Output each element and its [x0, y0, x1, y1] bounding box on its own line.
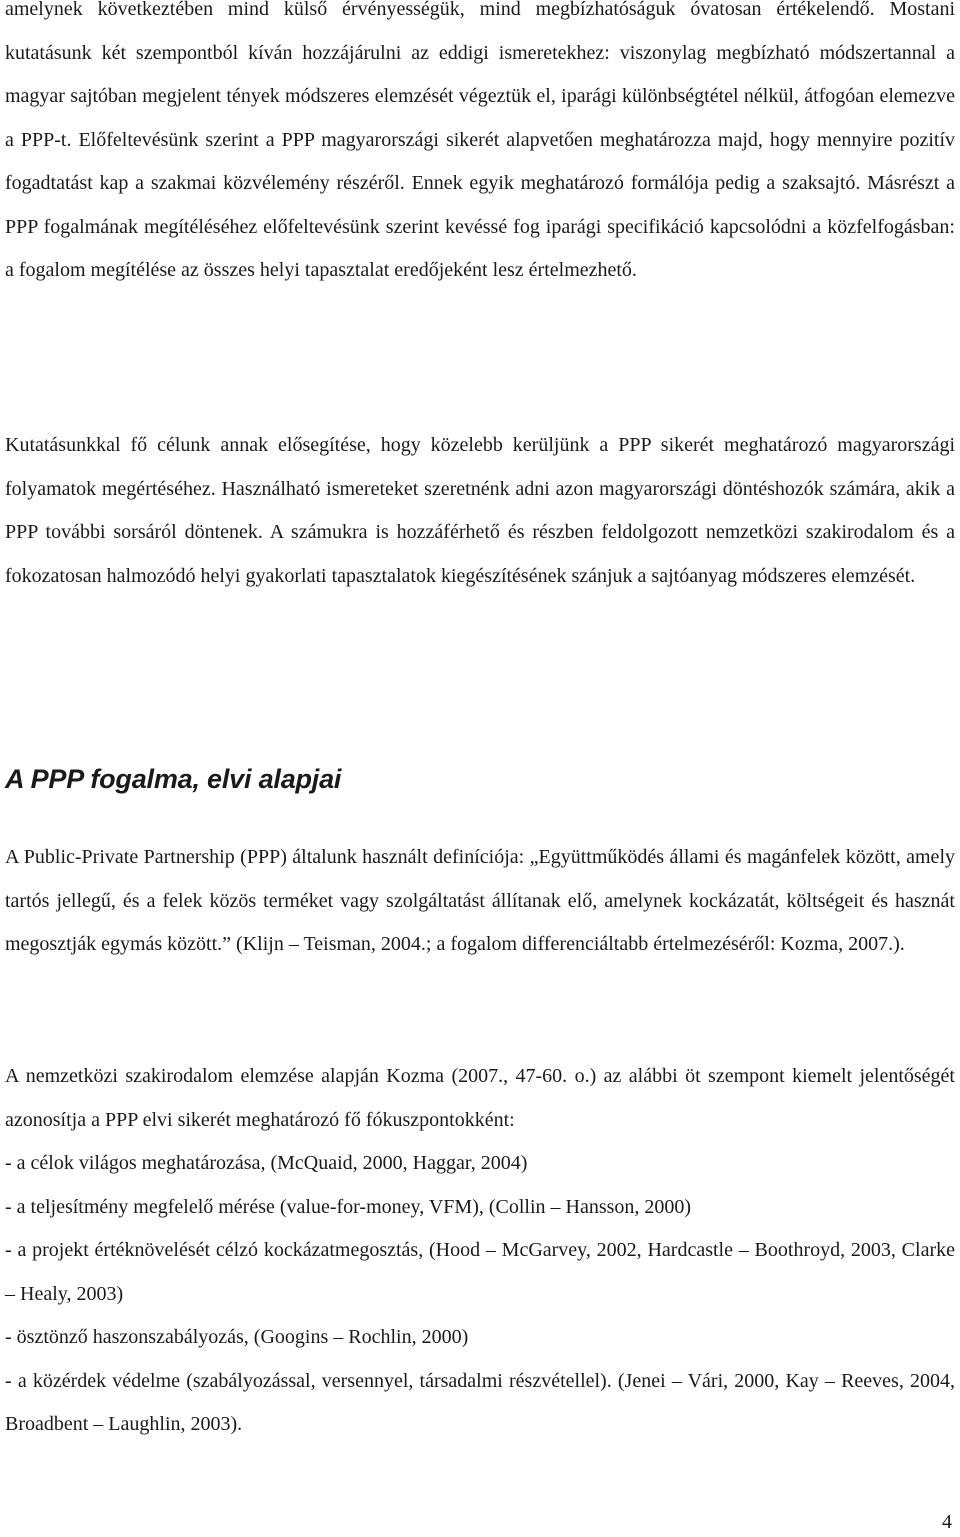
list-item: - a célok világos meghatározása, (McQuaid, 2000, Haggar, 2004)	[5, 1152, 528, 1174]
list-item: - a közérdek védelme (szabályozással, versennyel, társadalmi részvétellel). (Jenei – Vári, 2000, Kay – Reeves, 2004, Broadbent – Laughlin, 2003).	[5, 1369, 955, 1435]
paragraph-research-goal: Kutatásunkkal fő célunk annak elősegítése, hogy közelebb kerüljünk a PPP sikerét meghatározó magyarországi folyamatok megértéséhez. Használható ismereteket szeretnénk adni azon magyarországi döntéshozók számára, akik a PPP további sorsáról döntenek. A számukra is hozzáférhető és részben feldolgozott nemzetközi szakirodalom és a fokozatosan halmozódó helyi gyakorlati tapasztalatok kiegészítésének szánjuk a sajtóanyag módszeres elemzését.	[5, 434, 955, 587]
list-item: - a projekt értéknövelését célzó kockázatmegosztás, (Hood – McGarvey, 2002, Hardcastle – Boothroyd, 2003, Clarke – Healy, 2003)	[5, 1239, 955, 1305]
paragraph-five-aspects: A nemzetközi szakirodalom elemzése alapján Kozma (2007., 47-60. o.) az alábbi öt szempont kiemelt jelentőségét azonosítja a PPP elvi sikerét meghatározó fő fókuszpontokként:	[5, 1065, 955, 1131]
paragraph-intro-methodology: amelynek következtében mind külső érvényességük, mind megbízhatóságuk óvatosan értékelendő. Mostani kutatásunk két szempontból kíván hozzájárulni az eddigi ismeretekhez: viszonylag megbízható módszertannal a magyar sajtóban megjelent tények módszeres elemzését végeztük el, iparági különbségtétel nélkül, átfogóan elemezve a PPP-t. Előfeltevésünk szerint a PPP magyarországi sikerét alapvetően meghatározza majd, hogy mennyire pozitív fogadtatást kap a szakmai közvélemény részéről. Ennek egyik meghatározó formálója pedig a szaksajtó. Másrészt a PPP fogalmának megítéléséhez előfeltevésünk szerint kevéssé fog iparági specifikáció kapcsolódni a közfelfogásban: a fogalom megítélése az összes helyi tapasztalat eredőjeként lesz értelmezhető.	[5, 0, 955, 281]
list-item: - a teljesítmény megfelelő mérése (value-for-money, VFM), (Collin – Hansson, 2000)	[5, 1195, 692, 1218]
bullet-list	[5, 1142, 955, 1447]
page-number: 4	[942, 1511, 952, 1533]
list-item: - ösztönző haszonszabályozás, (Googins – Rochlin, 2000)	[5, 1326, 469, 1348]
section-heading: A PPP fogalma, elvi alapjai	[5, 764, 342, 794]
paragraph-ppp-definition: A Public-Private Partnership (PPP) általunk használt definíciója: „Együttműködés állami és magánfelek között, amely tartós jellegű, és a felek közös terméket vagy szolgáltatást állítanak elő, amelynek kockázatát, költségeit és hasznát megosztják egymás között.” (Klijn – Teisman, 2004.; a fogalom differenciáltabb értelmezéséről: Kozma, 2007.).	[5, 846, 955, 955]
